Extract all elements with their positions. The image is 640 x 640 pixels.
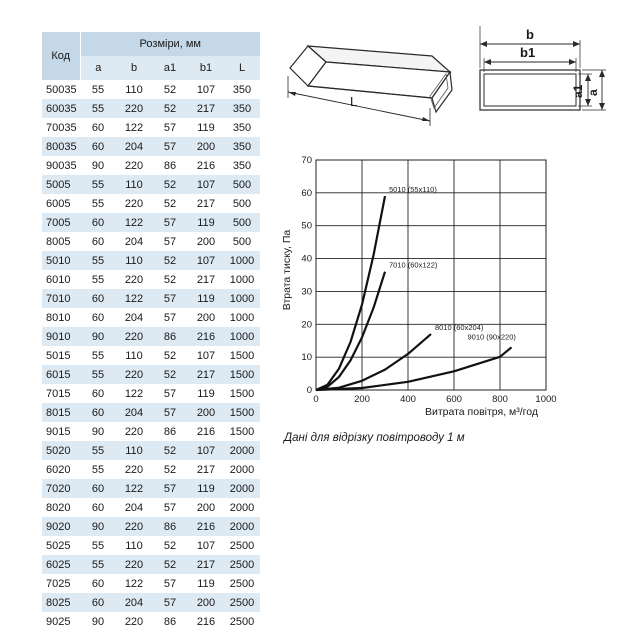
code-cell: 7010 bbox=[42, 289, 80, 308]
y-tick-label: 50 bbox=[301, 220, 312, 232]
table-row bbox=[42, 251, 260, 270]
dimension-cell: 220 bbox=[116, 460, 152, 479]
dimension-cell: 350 bbox=[224, 137, 260, 156]
dimension-cell: 55 bbox=[80, 555, 116, 574]
dimension-cell: 1000 bbox=[224, 251, 260, 270]
dimension-cell: 216 bbox=[188, 422, 224, 441]
dimension-cell: 216 bbox=[188, 327, 224, 346]
dimension-cell: 220 bbox=[116, 422, 152, 441]
table-row bbox=[42, 327, 260, 346]
plot-area bbox=[316, 160, 546, 390]
table-row bbox=[42, 384, 260, 403]
dimension-cell: 90 bbox=[80, 612, 116, 631]
x-tick-labels bbox=[313, 394, 556, 405]
code-cell: 7005 bbox=[42, 213, 80, 232]
dimension-cell: 60 bbox=[80, 137, 116, 156]
table-row bbox=[42, 346, 260, 365]
dimension-cell: 1500 bbox=[224, 384, 260, 403]
dimension-cell: 2500 bbox=[224, 612, 260, 631]
dimension-cell: 216 bbox=[188, 156, 224, 175]
dimension-cell: 2000 bbox=[224, 498, 260, 517]
dimension-cell: 55 bbox=[80, 536, 116, 555]
dimension-cell: 57 bbox=[152, 403, 188, 422]
dimension-cell: 220 bbox=[116, 156, 152, 175]
dimension-cell: 204 bbox=[116, 593, 152, 612]
dimension-cell: 60 bbox=[80, 384, 116, 403]
dimension-cell: 52 bbox=[152, 536, 188, 555]
table-row bbox=[42, 536, 260, 555]
y-tick-label: 60 bbox=[301, 187, 312, 199]
dimension-cell: 119 bbox=[188, 384, 224, 403]
column-header-b: b bbox=[116, 56, 152, 80]
dimension-cell: 86 bbox=[152, 327, 188, 346]
code-cell: 50035 bbox=[42, 80, 80, 99]
dimension-cell: 350 bbox=[224, 118, 260, 137]
dimension-cell: 110 bbox=[116, 175, 152, 194]
dimension-cell: 52 bbox=[152, 555, 188, 574]
y-tick-label: 20 bbox=[301, 319, 312, 331]
dimension-cell: 217 bbox=[188, 99, 224, 118]
code-cell: 70035 bbox=[42, 118, 80, 137]
dimension-cell: 110 bbox=[116, 441, 152, 460]
code-cell: 80035 bbox=[42, 137, 80, 156]
table-row bbox=[42, 460, 260, 479]
dimension-cell: 217 bbox=[188, 270, 224, 289]
dimension-cell: 200 bbox=[188, 232, 224, 251]
dimension-cell: 57 bbox=[152, 232, 188, 251]
dimension-cell: 2000 bbox=[224, 479, 260, 498]
dimension-cell: 204 bbox=[116, 137, 152, 156]
dimension-cell: 55 bbox=[80, 441, 116, 460]
column-header-a: a bbox=[80, 56, 116, 80]
dimension-cell: 55 bbox=[80, 365, 116, 384]
dimension-cell: 57 bbox=[152, 498, 188, 517]
code-cell: 5010 bbox=[42, 251, 80, 270]
duct-isometric-diagram bbox=[280, 28, 460, 128]
table-row bbox=[42, 612, 260, 631]
dimension-cell: 110 bbox=[116, 346, 152, 365]
table-row bbox=[42, 498, 260, 517]
table-row bbox=[42, 194, 260, 213]
dimension-cell: 216 bbox=[188, 612, 224, 631]
dimension-cell: 107 bbox=[188, 80, 224, 99]
dimensions-header: Розміри, мм bbox=[80, 32, 260, 56]
dimension-cell: 107 bbox=[188, 441, 224, 460]
series-label: 5010 (55x110) bbox=[389, 185, 437, 195]
dimension-cell: 122 bbox=[116, 213, 152, 232]
x-tick-label: 1000 bbox=[535, 394, 557, 405]
dimension-cell: 57 bbox=[152, 384, 188, 403]
table-body bbox=[42, 80, 260, 631]
dimension-cell: 60 bbox=[80, 213, 116, 232]
dimension-cell: 57 bbox=[152, 308, 188, 327]
dimension-cell: 204 bbox=[116, 498, 152, 517]
table-row bbox=[42, 99, 260, 118]
chart-grid bbox=[316, 160, 546, 390]
y-tick-label: 40 bbox=[301, 253, 312, 265]
dimension-cell: 60 bbox=[80, 593, 116, 612]
code-cell: 5005 bbox=[42, 175, 80, 194]
dimension-cell: 220 bbox=[116, 327, 152, 346]
dimension-cell: 52 bbox=[152, 175, 188, 194]
code-cell: 7020 bbox=[42, 479, 80, 498]
dimension-cell: 60 bbox=[80, 118, 116, 137]
code-cell: 9015 bbox=[42, 422, 80, 441]
dimension-cell: 122 bbox=[116, 118, 152, 137]
dimension-cell: 350 bbox=[224, 80, 260, 99]
dimension-cell: 119 bbox=[188, 574, 224, 593]
dimension-cell: 217 bbox=[188, 555, 224, 574]
series-label: 7010 (60x122) bbox=[389, 260, 438, 270]
dimension-cell: 200 bbox=[188, 308, 224, 327]
table-row bbox=[42, 118, 260, 137]
code-cell: 9020 bbox=[42, 517, 80, 536]
dimension-cell: 119 bbox=[188, 479, 224, 498]
table-row bbox=[42, 175, 260, 194]
dimension-cell: 57 bbox=[152, 213, 188, 232]
dimension-cell: 60 bbox=[80, 232, 116, 251]
dimension-cell: 204 bbox=[116, 403, 152, 422]
dimension-cell: 86 bbox=[152, 422, 188, 441]
dimension-cell: 500 bbox=[224, 175, 260, 194]
dimension-cell: 90 bbox=[80, 517, 116, 536]
length-label: L bbox=[350, 94, 358, 109]
dimension-cell: 55 bbox=[80, 460, 116, 479]
dimension-cell: 122 bbox=[116, 479, 152, 498]
dimension-cell: 60 bbox=[80, 308, 116, 327]
duct-cross-section-diagram bbox=[470, 26, 610, 116]
dimensions-table bbox=[42, 32, 260, 631]
dimension-cell: 1000 bbox=[224, 270, 260, 289]
dimension-cell: 2000 bbox=[224, 460, 260, 479]
dimension-cell: 52 bbox=[152, 270, 188, 289]
dimension-cell: 2500 bbox=[224, 555, 260, 574]
code-header: Код bbox=[42, 32, 80, 80]
dimension-cell: 86 bbox=[152, 612, 188, 631]
dimension-cell: 1000 bbox=[224, 289, 260, 308]
code-cell: 5020 bbox=[42, 441, 80, 460]
code-cell: 8020 bbox=[42, 498, 80, 517]
dimension-cell: 60 bbox=[80, 498, 116, 517]
dimension-cell: 52 bbox=[152, 460, 188, 479]
dimension-cell: 220 bbox=[116, 365, 152, 384]
y-axis-label: Втрата тиску, Па bbox=[281, 229, 293, 311]
table-row bbox=[42, 441, 260, 460]
dimension-cell: 107 bbox=[188, 536, 224, 555]
code-cell: 7015 bbox=[42, 384, 80, 403]
dimension-cell: 500 bbox=[224, 232, 260, 251]
table-row bbox=[42, 422, 260, 441]
dimension-cell: 57 bbox=[152, 289, 188, 308]
dimension-cell: 200 bbox=[188, 403, 224, 422]
dimension-cell: 110 bbox=[116, 251, 152, 270]
dimension-cell: 200 bbox=[188, 498, 224, 517]
dimension-cell: 220 bbox=[116, 270, 152, 289]
code-cell: 8025 bbox=[42, 593, 80, 612]
dimension-cell: 52 bbox=[152, 251, 188, 270]
table-row bbox=[42, 517, 260, 536]
x-tick-label: 800 bbox=[492, 394, 508, 405]
code-cell: 5025 bbox=[42, 536, 80, 555]
dimension-cell: 55 bbox=[80, 251, 116, 270]
code-cell: 6025 bbox=[42, 555, 80, 574]
table-row bbox=[42, 213, 260, 232]
dimension-cell: 217 bbox=[188, 194, 224, 213]
dimension-cell: 500 bbox=[224, 213, 260, 232]
dimension-cell: 52 bbox=[152, 346, 188, 365]
dimension-cell: 200 bbox=[188, 137, 224, 156]
dimension-cell: 1500 bbox=[224, 365, 260, 384]
dimension-cell: 1500 bbox=[224, 403, 260, 422]
x-tick-label: 0 bbox=[313, 394, 319, 405]
dimension-cell: 2000 bbox=[224, 517, 260, 536]
table-row bbox=[42, 403, 260, 422]
code-cell: 90035 bbox=[42, 156, 80, 175]
dimension-cell: 119 bbox=[188, 118, 224, 137]
dimension-cell: 55 bbox=[80, 194, 116, 213]
y-tick-labels bbox=[301, 155, 312, 396]
code-cell: 9010 bbox=[42, 327, 80, 346]
dimension-cell: 90 bbox=[80, 156, 116, 175]
code-cell: 8010 bbox=[42, 308, 80, 327]
dimension-cell: 350 bbox=[224, 156, 260, 175]
code-cell: 8005 bbox=[42, 232, 80, 251]
dimension-cell: 350 bbox=[224, 99, 260, 118]
code-cell: 7025 bbox=[42, 574, 80, 593]
dimension-cell: 86 bbox=[152, 517, 188, 536]
column-header-a1: a1 bbox=[152, 56, 188, 80]
a1-label: a1 bbox=[571, 84, 585, 98]
dimension-cell: 220 bbox=[116, 555, 152, 574]
chart-caption: Дані для відрізку повітроводу 1 м bbox=[284, 432, 465, 444]
dimension-cell: 57 bbox=[152, 479, 188, 498]
table-row bbox=[42, 308, 260, 327]
x-tick-label: 400 bbox=[400, 394, 416, 405]
dimension-cell: 57 bbox=[152, 574, 188, 593]
dimension-cell: 60 bbox=[80, 574, 116, 593]
dimension-cell: 52 bbox=[152, 194, 188, 213]
table-row bbox=[42, 593, 260, 612]
dimension-cell: 200 bbox=[188, 593, 224, 612]
code-cell: 6005 bbox=[42, 194, 80, 213]
table-row bbox=[42, 289, 260, 308]
table-row bbox=[42, 137, 260, 156]
table-row bbox=[42, 80, 260, 99]
pressure-loss-chart bbox=[278, 152, 558, 424]
dimension-cell: 220 bbox=[116, 612, 152, 631]
dimension-cell: 52 bbox=[152, 441, 188, 460]
dimension-cell: 60 bbox=[80, 289, 116, 308]
dimension-cell: 57 bbox=[152, 137, 188, 156]
dimension-cell: 1000 bbox=[224, 327, 260, 346]
dimension-cell: 2500 bbox=[224, 593, 260, 612]
column-header-L: L bbox=[224, 56, 260, 80]
dimension-cell: 90 bbox=[80, 327, 116, 346]
dimension-cell: 57 bbox=[152, 593, 188, 612]
dimension-cell: 110 bbox=[116, 80, 152, 99]
series-label: 8010 (60x204) bbox=[435, 323, 484, 333]
dimension-cell: 55 bbox=[80, 270, 116, 289]
dimension-cell: 122 bbox=[116, 574, 152, 593]
dimension-cell: 86 bbox=[152, 156, 188, 175]
dimension-cell: 90 bbox=[80, 422, 116, 441]
dimension-cell: 107 bbox=[188, 251, 224, 270]
dimension-cell: 1500 bbox=[224, 422, 260, 441]
b1-label: b1 bbox=[520, 45, 536, 60]
dimension-cell: 204 bbox=[116, 232, 152, 251]
dimension-cell: 2000 bbox=[224, 441, 260, 460]
code-cell: 8015 bbox=[42, 403, 80, 422]
code-cell: 6010 bbox=[42, 270, 80, 289]
table-row bbox=[42, 365, 260, 384]
table-row bbox=[42, 156, 260, 175]
dimension-cell: 60 bbox=[80, 403, 116, 422]
y-tick-label: 0 bbox=[306, 385, 312, 396]
dimension-cell: 107 bbox=[188, 175, 224, 194]
code-cell: 9025 bbox=[42, 612, 80, 631]
code-cell: 60035 bbox=[42, 99, 80, 118]
dimension-cell: 216 bbox=[188, 517, 224, 536]
x-tick-label: 200 bbox=[354, 394, 370, 405]
dimension-cell: 55 bbox=[80, 175, 116, 194]
dimension-cell: 119 bbox=[188, 213, 224, 232]
column-header-b1: b1 bbox=[188, 56, 224, 80]
dimension-cell: 52 bbox=[152, 80, 188, 99]
y-tick-label: 70 bbox=[301, 155, 312, 166]
table-row bbox=[42, 574, 260, 593]
dimension-cell: 55 bbox=[80, 346, 116, 365]
y-tick-label: 10 bbox=[301, 352, 312, 364]
dimension-cell: 500 bbox=[224, 194, 260, 213]
a-label: a bbox=[586, 89, 600, 96]
code-cell: 6020 bbox=[42, 460, 80, 479]
dimension-cell: 60 bbox=[80, 479, 116, 498]
dimension-cell: 2500 bbox=[224, 574, 260, 593]
dimension-cell: 57 bbox=[152, 118, 188, 137]
dimension-cell: 220 bbox=[116, 99, 152, 118]
dimension-cell: 107 bbox=[188, 346, 224, 365]
dimension-cell: 119 bbox=[188, 289, 224, 308]
dimension-cell: 55 bbox=[80, 80, 116, 99]
x-axis-label: Витрата повітря, м³/год bbox=[424, 406, 538, 418]
y-tick-label: 30 bbox=[301, 286, 312, 298]
dimension-cell: 52 bbox=[152, 365, 188, 384]
dimension-cell: 122 bbox=[116, 384, 152, 403]
dimension-cell: 1000 bbox=[224, 308, 260, 327]
code-cell: 6015 bbox=[42, 365, 80, 384]
dimension-cell: 204 bbox=[116, 308, 152, 327]
b-label: b bbox=[526, 27, 534, 42]
x-tick-label: 600 bbox=[446, 394, 462, 405]
table-row bbox=[42, 479, 260, 498]
dimension-cell: 52 bbox=[152, 99, 188, 118]
dimension-cell: 122 bbox=[116, 289, 152, 308]
table-row bbox=[42, 232, 260, 251]
table-row bbox=[42, 270, 260, 289]
series-label: 9010 (90x220) bbox=[467, 332, 516, 342]
dimension-cell: 220 bbox=[116, 517, 152, 536]
dimension-cell: 1500 bbox=[224, 346, 260, 365]
dimension-cell: 217 bbox=[188, 365, 224, 384]
dimension-cell: 217 bbox=[188, 460, 224, 479]
dimension-cell: 220 bbox=[116, 194, 152, 213]
dimension-cell: 2500 bbox=[224, 536, 260, 555]
dimension-cell: 55 bbox=[80, 99, 116, 118]
table-row bbox=[42, 555, 260, 574]
dimension-cell: 110 bbox=[116, 536, 152, 555]
code-cell: 5015 bbox=[42, 346, 80, 365]
